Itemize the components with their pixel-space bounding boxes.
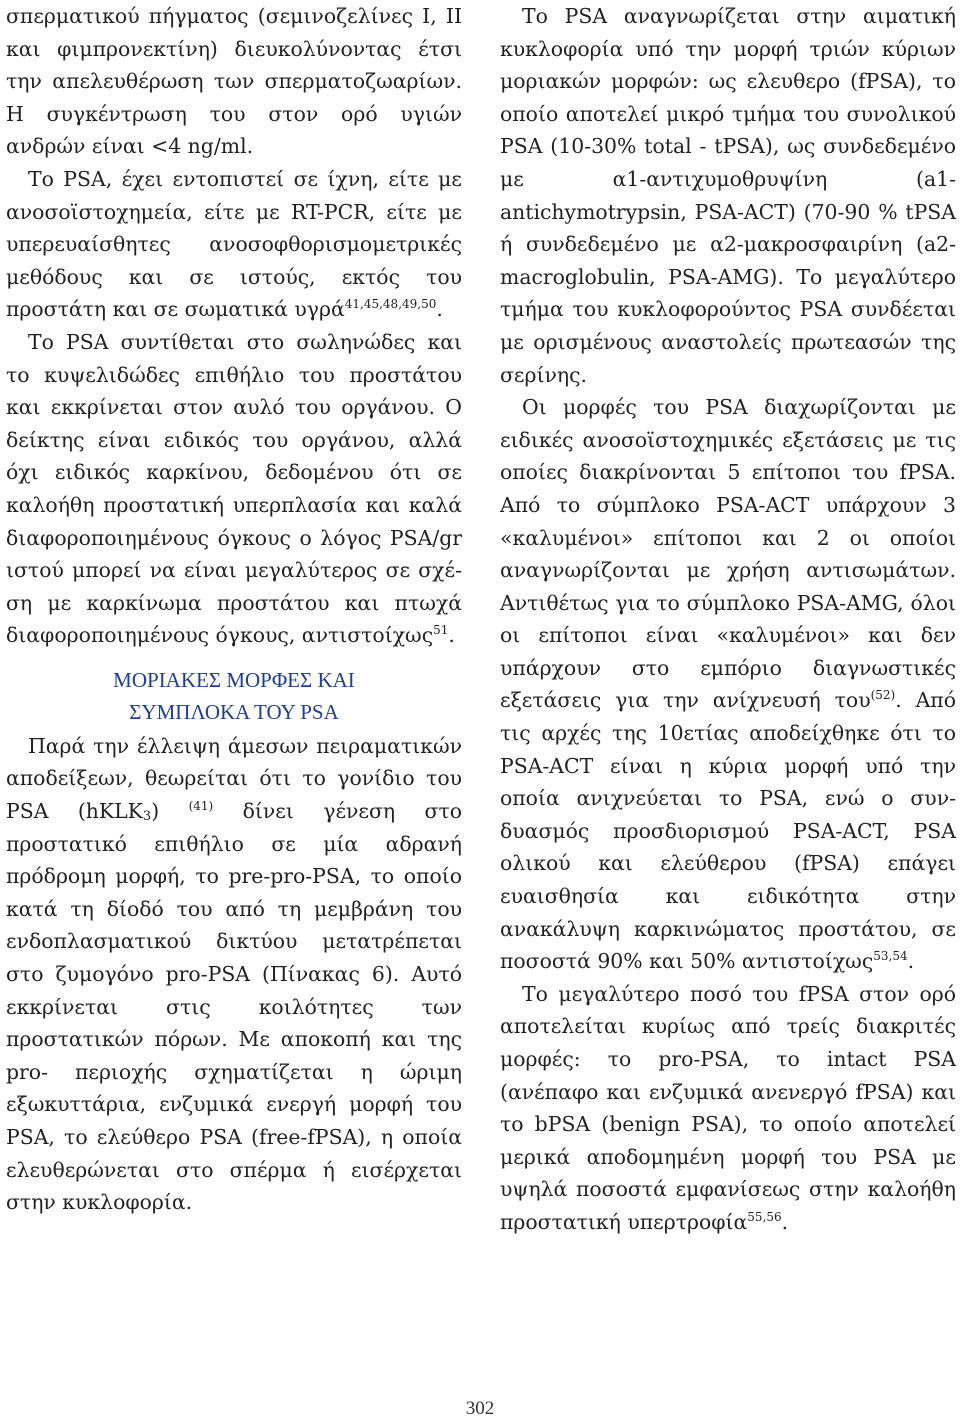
paragraph-fpsa-forms: Το μεγαλύτερο ποσό του fPSA στον ορό αποτελείται κυρίως από τρείς διακριτές μορφές: το pro-PSA, το intact PSA (ανέπαφο και ενζυμικά ανενεργό fPSA) και το bPSA (benign PSA), το οποίο αποτελεί μερικά αποδομημένη μορφή του PSA με υψηλά ποσοστά εμφανίσεως στην καλοήθη προστατική υπερτροφία$^{55,56}$.	[500, 981, 956, 1234]
paragraph-psa-synthesis: Το PSA συντίθεται στο σωληνώδες και το κυψελιδώδες επιθήλιο του προστάτου και εκκρίνεται στον αυλό του οργάνου. Ο δείκτης είναι ειδικός του οργάνου, αλλά όχι ειδικός καρκίνου, δεδομένου ότι σε καλοήθη προστατική υπερπλασία και καλά διαφοροποιημένους όγκους ο λόγος PSA/gr ιστού μπορεί να είναι μεγαλύτερος σε σχέση με καρκίνωμα προστάτου και πτωχά διαφοροποιημένους όγκους, αντιστοίχως$^{51}$.	[6, 329, 462, 648]
reference-superscript: (52)	[870, 688, 896, 703]
reference-superscript: 55,56	[747, 1209, 782, 1224]
subscript: 3	[142, 809, 152, 825]
section-heading-line-2: ΣΥΜΠΛΟΚΑ ΤΟΥ PSA	[129, 699, 339, 724]
section-heading-line-1: ΜΟΡΙΑΚΕΣ ΜΟΡΦΕΣ ΚΑΙ	[113, 667, 355, 692]
left-column	[6, 0, 462, 1219]
paragraph-psa-traces: Το PSA, έχει εντοπιστεί σε ίχνη, είτε με ανοσοϊστοχημεία, είτε με RT-PCR, είτε με υπερευαίσθητες ανοσοφθορισμομετρικές μεθόδους και σε ιστούς, εκτός του προστάτη και σε σωματικά υγρά$^{41,45,48,49,50}$.	[6, 166, 462, 322]
page-number: 302	[465, 1398, 495, 1419]
paragraph-circulating-forms: Το PSA αναγνωρίζεται στην αιματική κυκλοφορία υπό την μορφή τριών κύριων μοριακών μορφών: ως ελευθερο (fPSA), το οποίο αποτελεί μικρό τμήμα του συνολικού PSA (10-30% total - tPSA), ως συνδεδεμένο με α1-αντιχυμοθρυψίνη (a1-antichymotrypsin, PSA-ACT) (70-90 % tPSA ή συνδεδεμένο με α2-μακροσφαιρίνη (a2-macroglobulin, PSA-AMG). Το μεγαλύτερο τμήμα του κυκλοφορούντος PSA συνδέεται με ορισμένους αναστολείς πρωτεασών της σερίνης.	[500, 4, 956, 387]
reference-superscript: 53,54	[873, 949, 908, 964]
paragraph-continuation: σπερματικού πήγματος (σεμινοζελίνες Ι, ΙΙ και φιμπρονεκτίνη) διευκολύνοντας έτσι την απελευθέρωση των σπερματοζωαρίων. Η συγκέντρωση του στον ορό υγιών ανδρών είναι <4 ng/ml.	[6, 4, 462, 159]
reference-superscript: 41,45,48,49,50	[344, 297, 437, 312]
paragraph-epitopes: Οι μορφές του PSA διαχωρίζονται με ειδικές ανοσοϊστοχημικές εξετάσεις με τις οποίες διακρίνονται 5 επίτοποι του fPSA. Από το σύμπλοκο PSA-ACT υπάρχουν 3 «καλυμένοι» επίτοποι και 2 οι οποίοι αναγνωρίζονται με χρήση αντισωμάτων. Αντιθέτως για το σύμπλοκο PSA-AMG, όλοι οι επίτοποι είναι «καλυμένοι» και δεν υπάρχουν στο εμπόριο διαγνωστικές εξετάσεις για την ανίχνευσή του$^{(52)}$. Από τις αρχές της 10ετίας αποδείχθηκε ότι το PSA-ACT είναι η κύρια μορφή υπό την οποία ανιχνεύεται το PSA, ενώ ο συνδυασμός προσδιορισμού PSA-ACT, PSA ολικού και ελεύθερου (fPSA) επάγει ευαισθησία και ειδικότητα στην ανακάλυψη καρκινώματος προστάτου, σε ποσοστά 90% και 50% αντιστοίχως$^{53,54}$.	[500, 395, 956, 974]
section-heading	[6, 664, 462, 728]
reference-superscript: 51	[433, 623, 449, 638]
right-column	[500, 0, 956, 1239]
reference-superscript: (41)	[188, 799, 214, 814]
paragraph-molecular-forms: Παρά την έλλειψη άμεσων πειραματικών αποδείξεων, θεωρείται ότι το γονίδιο του PSA (hKLK$_3$) $^{(41)}$ δίνει γένεση στο προστατικό επιθήλιο σε μία αδρανή πρόδρομη μορφή, το pre-pro-PSA, το οποίο κατά τη δίοδό του από τη μεμβράνη του ενδοπλασματικού δικτύου μετατρέπεται στο ζυμογόνο pro-PSA (Πίνακας 6). Αυτό εκκρίνεται στις κοιλότητες των προστατικών πόρων. Με αποκοπή και της pro- περιοχής σχηματίζεται η ώριμη εξωκυττάρια, ενζυμικά ενεργή μορφή του PSA, το ελεύθερο PSA (free-fPSA), η οποία ελευθερώνεται στο σπέρμα ή εισέρχεται στην κυκλοφορία.	[6, 733, 462, 1215]
